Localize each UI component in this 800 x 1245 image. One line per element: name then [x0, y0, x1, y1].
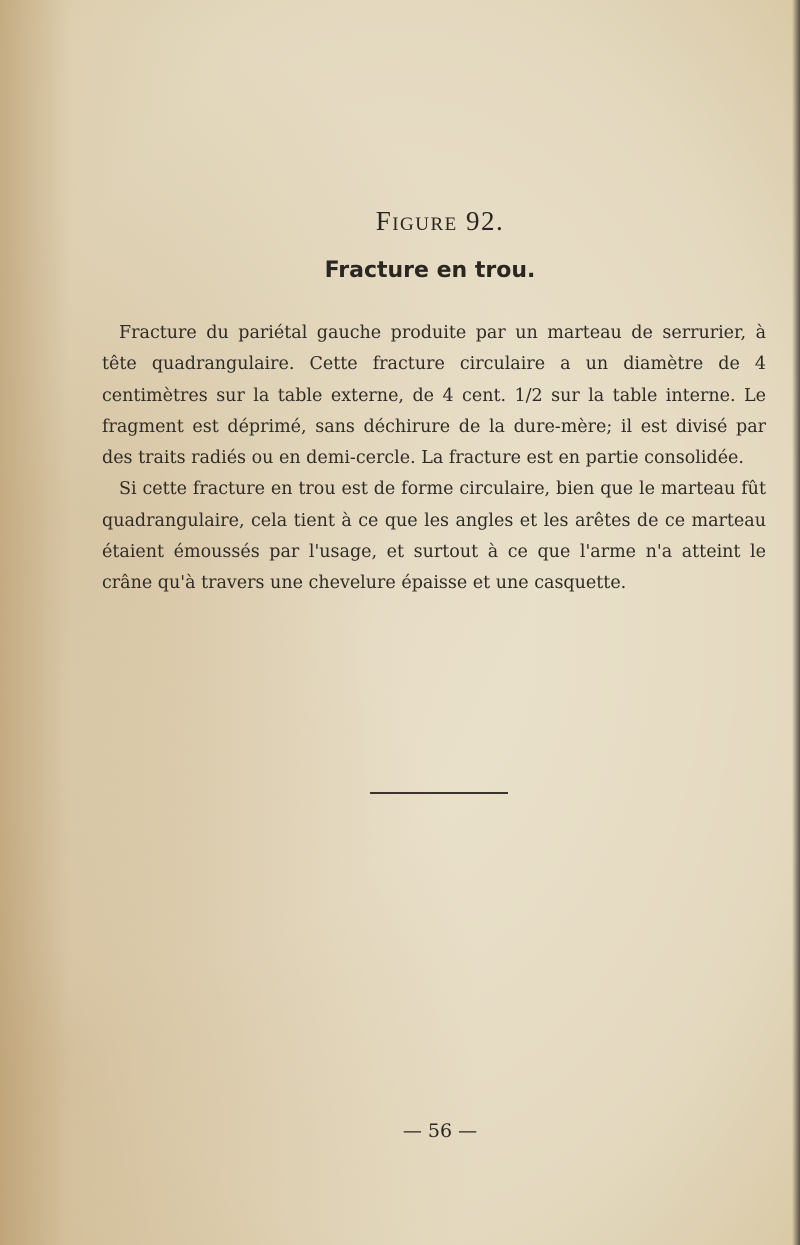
page-number: — 56 — — [402, 1120, 478, 1142]
page-shadow-left — [0, 0, 70, 1245]
body-text — [102, 318, 766, 600]
section-divider — [370, 792, 508, 794]
figure-subtitle: Fracture en trou. — [324, 258, 536, 283]
figure-title: Figure 92. — [375, 206, 505, 236]
paragraph: Fracture du pariétal gauche produite par un marteau de serrurier, à tête quadrangulaire. Cette fracture circulaire a un diamètre de 4 centimètres sur la table externe, de 4 cent. 1/2 sur la table interne. Le fragment est déprimé, sans déchirure de la dure-mère; il est divisé par des traits radiés ou en demi-cercle. La fracture est en partie consolidée. — [102, 323, 766, 469]
page-binding-edge — [792, 0, 800, 1245]
paragraph: Si cette fracture en trou est de forme circulaire, bien que le marteau fût quadrangulaire, cela tient à ce que les angles et les arêtes de ce marteau étaient émoussés par l'usage, et surtout à ce que l'arme n'a atteint le crâne qu'à travers une chevelure épaisse et une casquette. — [102, 479, 766, 594]
